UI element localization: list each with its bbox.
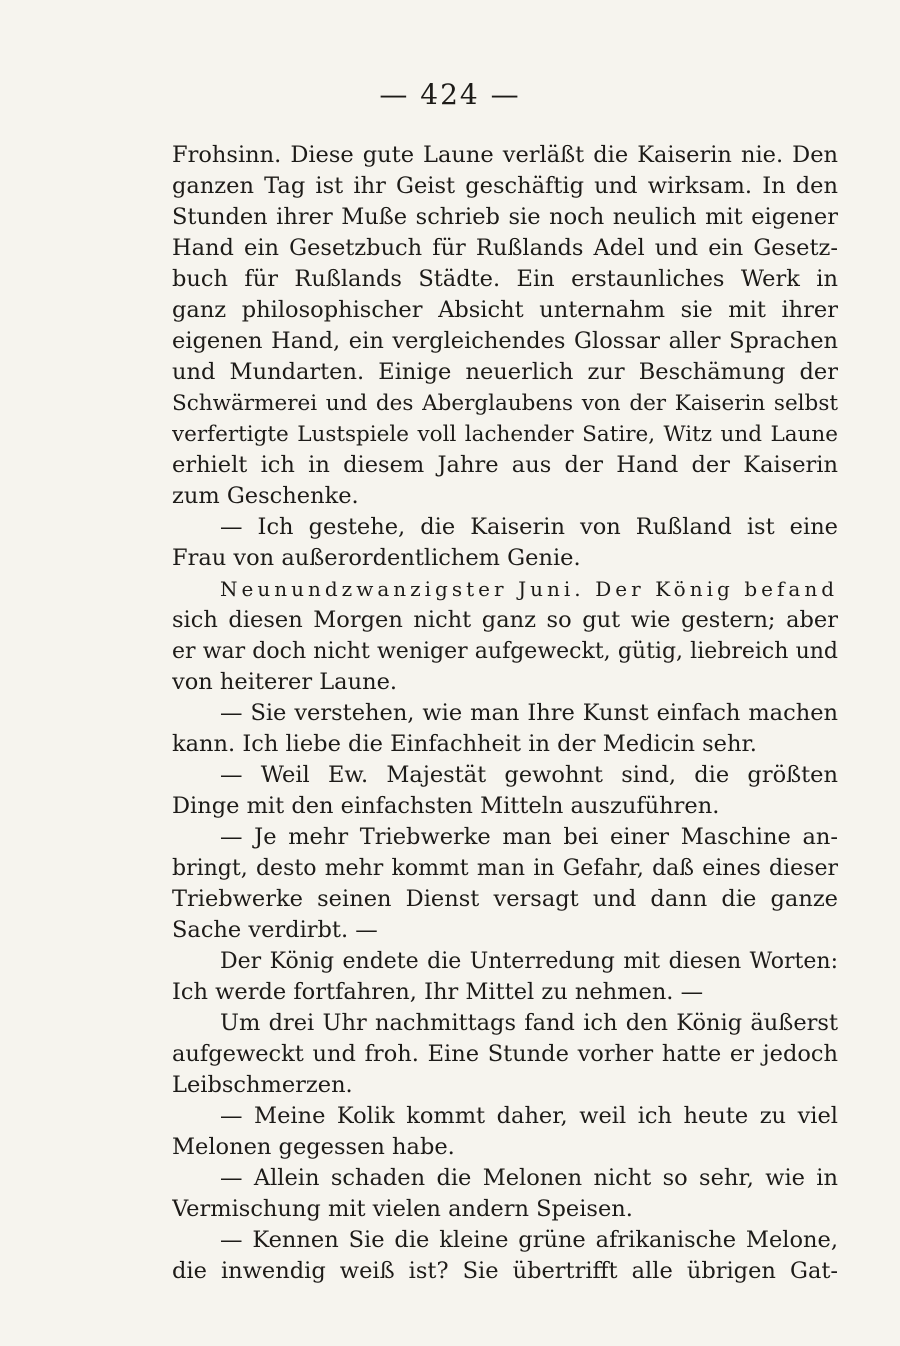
- text-line: Vermischung mit vielen andern Speisen.: [172, 1196, 633, 1222]
- text-line: buch für Rußlands Städte. Ein erstaunliches Werk in: [172, 266, 838, 292]
- text-line: Dinge mit den einfachsten Mitteln auszuführen.: [172, 793, 720, 819]
- text-line: ganz philosophischer Absicht unternahm sie mit ihrer: [172, 297, 838, 323]
- text-line: bringt, desto mehr kommt man in Gefahr, daß eines dieser: [172, 856, 838, 881]
- text-line: Neunundzwanzigster Juni. Der König befand: [220, 577, 838, 601]
- text-line: aufgeweckt und froh. Eine Stunde vorher hatte er jedoch: [172, 1041, 838, 1067]
- text-line: Melonen gegessen habe.: [172, 1134, 455, 1160]
- text-line: — Meine Kolik kommt daher, weil ich heute zu viel: [220, 1103, 838, 1129]
- text-line: erhielt ich in diesem Jahre aus der Hand der Kaiserin: [172, 452, 838, 478]
- text-line: — Kennen Sie die kleine grüne afrikanische Melone,: [220, 1227, 838, 1253]
- text-line: Triebwerke seinen Dienst versagt und dann die ganze: [172, 886, 838, 912]
- page-number: — 424 —: [379, 78, 521, 111]
- text-line: — Weil Ew. Majestät gewohnt sind, die größten: [220, 762, 838, 788]
- text-line: die inwendig weiß ist? Sie übertrifft alle übrigen Gat-: [172, 1258, 838, 1284]
- text-line: Leibschmerzen.: [172, 1072, 353, 1098]
- body-text: [172, 140, 838, 1287]
- text-line: Um drei Uhr nachmittags fand ich den König äußerst: [220, 1010, 838, 1036]
- text-line: — Je mehr Triebwerke man bei einer Maschine an-: [220, 824, 838, 850]
- text-line: Schwärmerei und des Aberglaubens von der Kaiserin selbst: [172, 391, 838, 416]
- text-line: — Allein schaden die Melonen nicht so sehr, wie in: [220, 1165, 838, 1191]
- text-line: Ich werde fortfahren, Ihr Mittel zu nehmen. —: [172, 979, 704, 1005]
- text-line: er war doch nicht weniger aufgeweckt, gütig, liebreich und: [172, 639, 838, 664]
- text-line: Stunden ihrer Muße schrieb sie noch neulich mit eigener: [172, 204, 838, 230]
- text-line: kann. Ich liebe die Einfachheit in der Medicin sehr.: [172, 731, 757, 757]
- text-line: sich diesen Morgen nicht ganz so gut wie gestern; aber: [172, 607, 838, 633]
- text-line: Hand ein Gesetzbuch für Rußlands Adel und ein Gesetz-: [172, 235, 838, 261]
- text-line: — Ich gestehe, die Kaiserin von Rußland ist eine: [220, 514, 838, 540]
- text-line: zum Geschenke.: [172, 483, 359, 509]
- text-line: Frohsinn. Diese gute Laune verläßt die Kaiserin nie. Den: [172, 142, 838, 168]
- text-line: ganzen Tag ist ihr Geist geschäftig und wirksam. In den: [172, 173, 838, 199]
- text-line: Sache verdirbt. —: [172, 917, 378, 943]
- text-line: und Mundarten. Einige neuerlich zur Beschämung der: [172, 359, 838, 385]
- text-line: verfertigte Lustspiele voll lachender Satire, Witz und Laune: [172, 422, 838, 447]
- text-line: eigenen Hand, ein vergleichendes Glossar aller Sprachen: [172, 328, 838, 354]
- text-line: — Sie verstehen, wie man Ihre Kunst einfach machen: [220, 700, 838, 726]
- text-line: Der König endete die Unterredung mit diesen Worten:: [220, 949, 838, 974]
- text-line: von heiterer Laune.: [172, 669, 398, 695]
- text-line: Frau von außerordentlichem Genie.: [172, 545, 581, 571]
